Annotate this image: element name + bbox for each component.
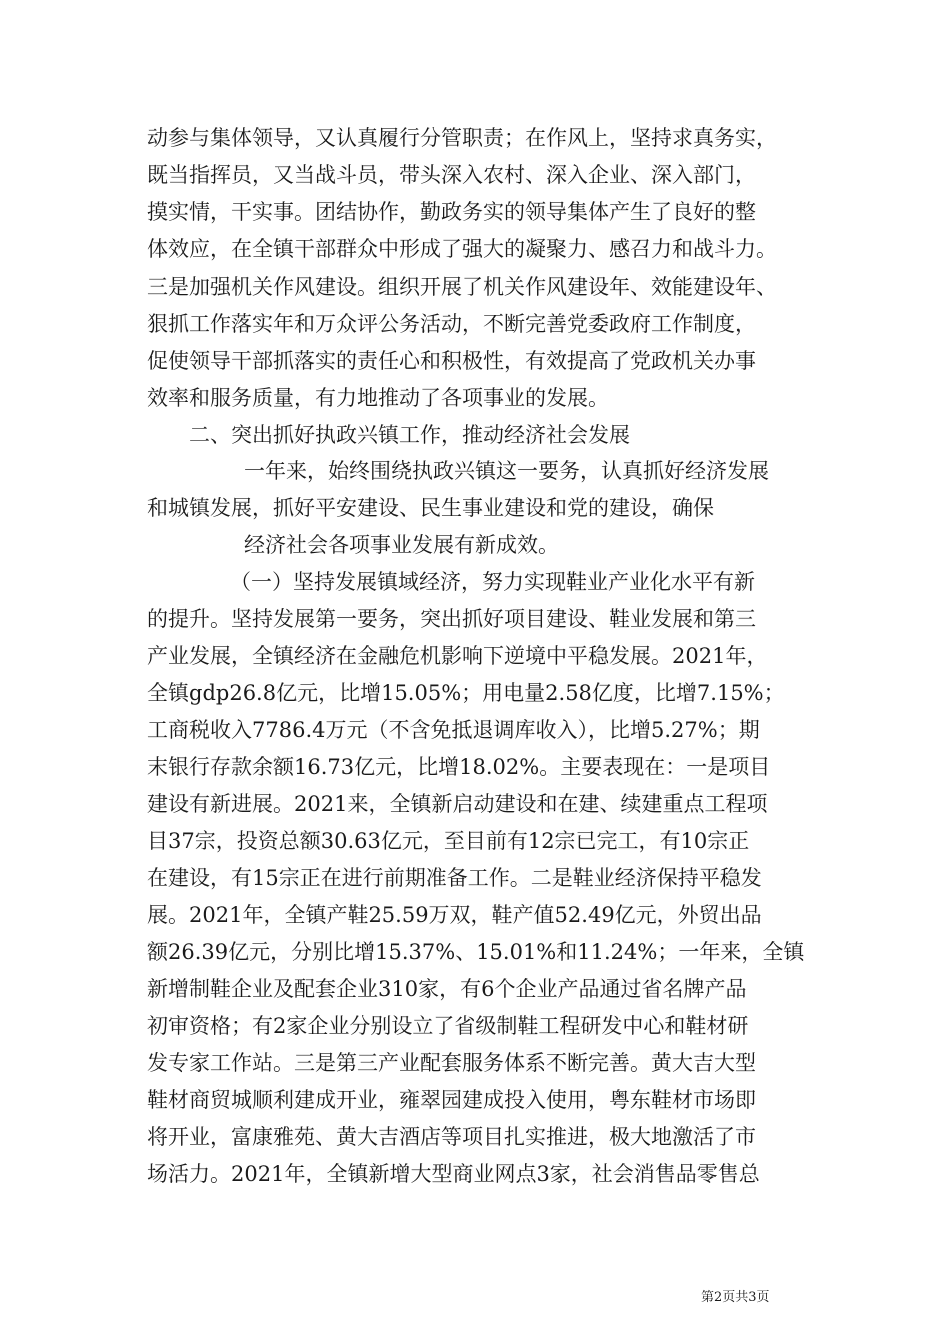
text-line: 狠抓工作落实年和万众评公务活动，不断完善党委政府工作制度， [147,312,756,336]
text-line: 的提升。坚持发展第一要务，突出抓好项目建设、鞋业发展和第三 [147,607,756,631]
text-line: 和城镇发展，抓好平安建设、民生事业建设和党的建设，确保 [147,496,714,520]
text-line: 目37宗，投资总额30.63亿元，至目前有12宗已完工，有10宗正 [147,829,750,853]
text-line: 经济社会各项事业发展有新成效。 [244,533,559,557]
text-line: 一年来，始终围绕执政兴镇这一要务，认真抓好经济发展 [244,459,769,483]
text-line: 将开业，富康雅苑、黄大吉酒店等项目扎实推进，极大地激活了市 [147,1125,756,1149]
text-line: 全镇gdp26.8亿元，比增15.05%；用电量2.58亿度，比增7.15%； [147,681,785,705]
text-line: 促使领导干部抓落实的责任心和积极性，有效提高了党政机关办事 [147,349,756,373]
text-line: 效率和服务质量，有力地推动了各项事业的发展。 [147,386,609,410]
section-heading: 二、突出抓好执政兴镇工作，推动经济社会发展 [189,423,630,447]
page-number-footer: 第2页共3页 [701,1290,770,1305]
text-line: 三是加强机关作风建设。组织开展了机关作风建设年、效能建设年、 [147,275,777,299]
text-line: 建设有新进展。2021来，全镇新启动建设和在建、续建重点工程项 [147,792,768,816]
text-line: 新增制鞋企业及配套企业310家，有6个企业产品通过省名牌产品 [147,977,747,1001]
text-line: 既当指挥员，又当战斗员，带头深入农村、深入企业、深入部门， [147,163,756,187]
text-line: 场活力。2021年，全镇新增大型商业网点3家，社会消售品零售总 [147,1162,760,1186]
text-line: 展。2021年，全镇产鞋25.59万双，鞋产值52.49亿元，外贸出品 [147,903,762,927]
text-line: 摸实情，干实事。团结协作，勤政务实的领导集体产生了良好的整 [147,200,756,224]
text-line: 在建设，有15宗正在进行前期准备工作。二是鞋业经济保持平稳发 [147,866,762,890]
subsection-heading: （一）坚持发展镇域经济，努力实现鞋业产业化水平有新 [230,570,755,594]
text-line: 工商税收入7786.4万元（不含免抵退调库收入），比增5.27%；期 [147,718,760,742]
text-line: 发专家工作站。三是第三产业配套服务体系不断完善。黄大吉大型 [147,1051,756,1075]
text-line: 动参与集体领导，又认真履行分管职责；在作风上，坚持求真务实， [147,126,777,150]
text-line: 产业发展，全镇经济在金融危机影响下逆境中平稳发展。2021年， [147,644,768,668]
text-line: 初审资格；有2家企业分别设立了省级制鞋工程研发中心和鞋材研 [147,1014,749,1038]
text-line: 额26.39亿元，分别比增15.37%、15.01%和11.24%；一年来，全镇 [147,940,805,964]
text-line: 鞋材商贸城顺利建成开业，雍翠园建成投入使用，粤东鞋材市场即 [147,1088,756,1112]
text-line: 体效应，在全镇干部群众中形成了强大的凝聚力、感召力和战斗力。 [147,237,777,261]
text-line: 末银行存款余额16.73亿元，比增18.02%。主要表现在：一是项目 [147,755,771,779]
